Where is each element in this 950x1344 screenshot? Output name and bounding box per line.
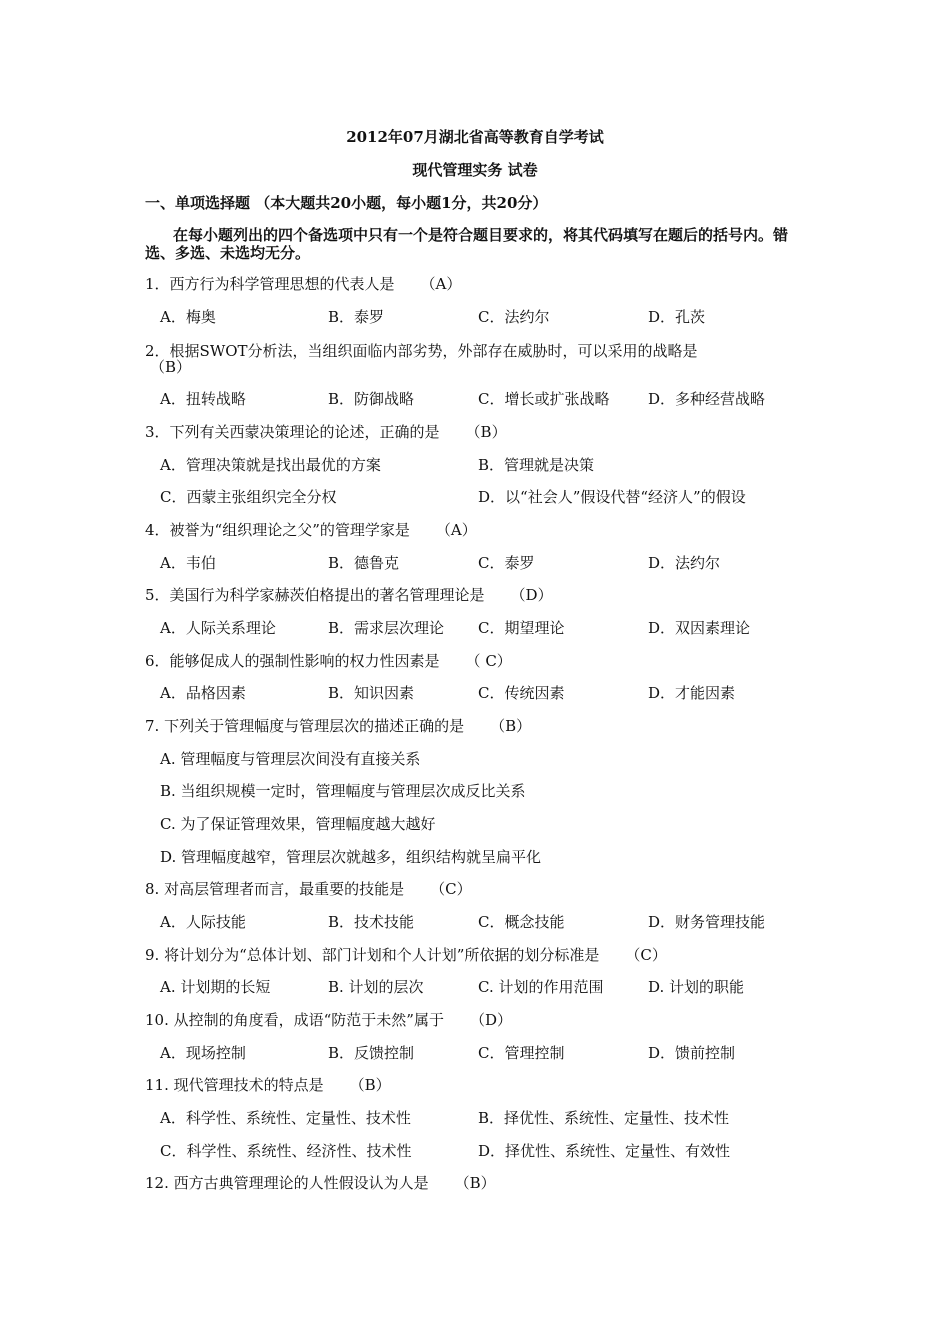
question-text: 7. 下列关于管理幅度与管理层次的描述正确的是 xyxy=(145,717,465,735)
q4-option-c: C．泰罗 xyxy=(478,554,535,572)
exam-title: 2012年07月湖北省高等教育自学考试 xyxy=(346,128,604,146)
q10-option-c: C．管理控制 xyxy=(478,1044,565,1062)
q5-option-a: A．人际关系理论 xyxy=(160,619,276,637)
answer-key: （B） xyxy=(465,423,507,441)
q1-option-c: C．法约尔 xyxy=(478,308,550,326)
q8-option-b: B．技术技能 xyxy=(328,913,415,931)
question-text: 11. 现代管理技术的特点是 xyxy=(145,1076,324,1094)
exam-subtitle: 现代管理实务 试卷 xyxy=(412,161,538,179)
q1-option-d: D．孔茨 xyxy=(648,308,706,326)
q6-option-d: D．才能因素 xyxy=(648,684,736,702)
answer-key: （C） xyxy=(625,946,667,964)
q2-option-d: D．多种经营战略 xyxy=(648,390,766,408)
q4-option-d: D．法约尔 xyxy=(648,554,721,572)
q4-option-b: B．德鲁克 xyxy=(328,554,400,572)
q10-option-d: D．馈前控制 xyxy=(648,1044,736,1062)
q7-option-a: A. 管理幅度与管理层次间没有直接关系 xyxy=(160,750,421,768)
answer-key: （A） xyxy=(420,275,462,293)
q7-option-b: B. 当组织规模一定时，管理幅度与管理层次成反比关系 xyxy=(160,782,526,800)
question-text: 6．能够促成人的强制性影响的权力性因素是 xyxy=(145,652,440,670)
question-5-stem xyxy=(145,584,553,605)
question-text: 5．美国行为科学家赫茨伯格提出的著名管理理论是 xyxy=(145,586,485,604)
q6-option-b: B．知识因素 xyxy=(328,684,415,702)
answer-key: （C） xyxy=(430,880,472,898)
question-text: 4．被誉为“组织理论之父”的管理学家是 xyxy=(145,521,410,539)
q3-option-b: B．管理就是决策 xyxy=(478,456,595,474)
question-6-stem xyxy=(145,650,512,671)
q11-option-c: C．科学性、系统性、经济性、技术性 xyxy=(160,1142,412,1160)
question-text: 1．西方行为科学管理思想的代表人是 xyxy=(145,275,395,293)
question-text: 12. 西方古典管理理论的人性假设认为人是 xyxy=(145,1174,429,1192)
question-9-stem xyxy=(145,944,667,965)
section-instructions: 在每小题列出的四个备选项中只有一个是符合题目要求的，将其代码填写在题后的括号内。错选、多选、未选均无分。 xyxy=(145,226,789,262)
q3-option-c: C．西蒙主张组织完全分权 xyxy=(160,488,337,506)
q7-option-d: D. 管理幅度越窄，管理层次就越多，组织结构就呈扁平化 xyxy=(160,848,542,866)
q11-option-a: A．科学性、系统性、定量性、技术性 xyxy=(160,1109,411,1127)
q9-option-b: B. 计划的层次 xyxy=(328,978,424,996)
question-2-answer: （B） xyxy=(150,358,192,376)
q11-option-d: D．择优性、系统性、定量性、有效性 xyxy=(478,1142,731,1160)
question-3-stem xyxy=(145,421,507,442)
q2-option-c: C．增长或扩张战略 xyxy=(478,390,610,408)
q6-option-c: C．传统因素 xyxy=(478,684,565,702)
question-4-stem xyxy=(145,519,477,540)
question-text: 8. 对高层管理者而言，最重要的技能是 xyxy=(145,880,405,898)
answer-key: （B） xyxy=(349,1076,391,1094)
answer-key: （D） xyxy=(510,586,553,604)
q6-option-a: A．品格因素 xyxy=(160,684,246,702)
question-2-stem: 2．根据SWOT分析法，当组织面临内部劣势，外部存在威胁时，可以采用的战略是 xyxy=(145,342,698,360)
q9-option-a: A. 计划期的长短 xyxy=(160,978,271,996)
q3-option-d: D．以“社会人”假设代替“经济人”的假设 xyxy=(478,488,746,506)
question-text: 3．下列有关西蒙决策理论的论述，正确的是 xyxy=(145,423,440,441)
section-heading: 一、单项选择题 （本大题共20小题，每小题1分，共20分） xyxy=(145,194,548,212)
question-11-stem xyxy=(145,1074,391,1095)
q1-option-b: B．泰罗 xyxy=(328,308,385,326)
answer-key: （D） xyxy=(469,1011,512,1029)
q8-option-a: A．人际技能 xyxy=(160,913,246,931)
q9-option-c: C. 计划的作用范围 xyxy=(478,978,604,996)
q5-option-c: C．期望理论 xyxy=(478,619,565,637)
q8-option-d: D．财务管理技能 xyxy=(648,913,766,931)
q5-option-b: B．需求层次理论 xyxy=(328,619,445,637)
q7-option-c: C. 为了保证管理效果，管理幅度越大越好 xyxy=(160,815,436,833)
answer-key: （B） xyxy=(490,717,532,735)
question-1-stem xyxy=(145,273,461,294)
question-text: 10. 从控制的角度看，成语“防范于未然”属于 xyxy=(145,1011,444,1029)
question-12-stem xyxy=(145,1172,496,1193)
question-text: 9. 将计划分为“总体计划、部门计划和个人计划”所依据的划分标准是 xyxy=(145,946,600,964)
q8-option-c: C．概念技能 xyxy=(478,913,565,931)
q9-option-d: D. 计划的职能 xyxy=(648,978,745,996)
q3-option-a: A．管理决策就是找出最优的方案 xyxy=(160,456,381,474)
answer-key: （A） xyxy=(435,521,477,539)
q10-option-a: A．现场控制 xyxy=(160,1044,246,1062)
question-8-stem xyxy=(145,878,472,899)
answer-key: （B） xyxy=(454,1174,496,1192)
question-7-stem xyxy=(145,715,531,736)
q10-option-b: B．反馈控制 xyxy=(328,1044,415,1062)
answer-key: （ C） xyxy=(465,652,512,670)
question-10-stem xyxy=(145,1009,512,1030)
q2-option-b: B．防御战略 xyxy=(328,390,415,408)
q2-option-a: A．扭转战略 xyxy=(160,390,246,408)
q4-option-a: A．韦伯 xyxy=(160,554,216,572)
q1-option-a: A．梅奥 xyxy=(160,308,216,326)
q5-option-d: D．双因素理论 xyxy=(648,619,751,637)
q11-option-b: B．择优性、系统性、定量性、技术性 xyxy=(478,1109,730,1127)
